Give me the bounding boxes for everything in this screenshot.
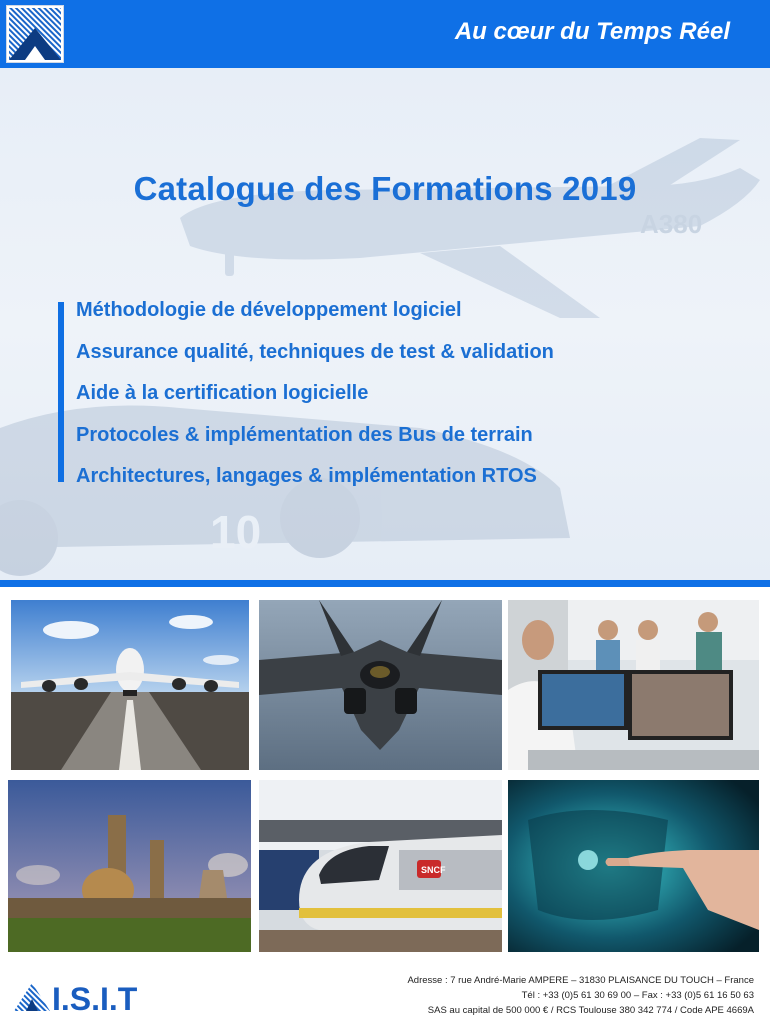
plane-marking: A380: [640, 209, 703, 239]
photo-high-speed-train: [259, 780, 502, 952]
isit-logo-icon: [6, 5, 64, 63]
topic-list: [76, 294, 554, 502]
hero-section: [0, 68, 770, 582]
address-line: Adresse : 7 rue André-Marie AMPERE – 31830 PLAISANCE DU TOUCH – France: [407, 975, 754, 986]
photo-fighter-jet: [259, 600, 502, 770]
topic-item: Méthodologie de développement logiciel: [76, 299, 462, 321]
topic-item: Architectures, langages & implémentation RTOS: [76, 465, 537, 487]
topic-item: Aide à la certification logicielle: [76, 382, 369, 404]
phone-line: Tél : +33 (0)5 61 30 69 00 – Fax : +33 (0)5 61 16 50 63: [521, 990, 754, 1001]
topic-item: Protocoles & implémentation des Bus de terrain: [76, 423, 533, 446]
photo-medical-lab: [508, 600, 759, 770]
car-number: 10: [210, 506, 262, 558]
page-title: Catalogue des Formations 2019: [133, 170, 637, 207]
company-address: [407, 973, 754, 1018]
registration-line: SAS au capital de 500 000 € / RCS Toulouse 380 342 774 / Code APE 4669A: [427, 1005, 754, 1016]
header-band: [0, 0, 770, 68]
topic-accent-bar: [58, 302, 64, 482]
photo-touchscreen-hand: [508, 780, 759, 952]
train-logo: SNCF: [421, 865, 446, 875]
photo-nuclear-plant: [8, 780, 251, 952]
footer: [0, 963, 770, 1024]
isit-wordmark: I.S.I.T: [52, 981, 138, 1013]
divider-rule: [0, 580, 770, 587]
topic-item: Assurance qualité, techniques de test & validation: [76, 340, 554, 363]
isit-footer-logo: [12, 979, 172, 1018]
photo-airliner-runway: [11, 600, 249, 770]
tagline: Au cœur du Temps Réel: [454, 18, 730, 45]
